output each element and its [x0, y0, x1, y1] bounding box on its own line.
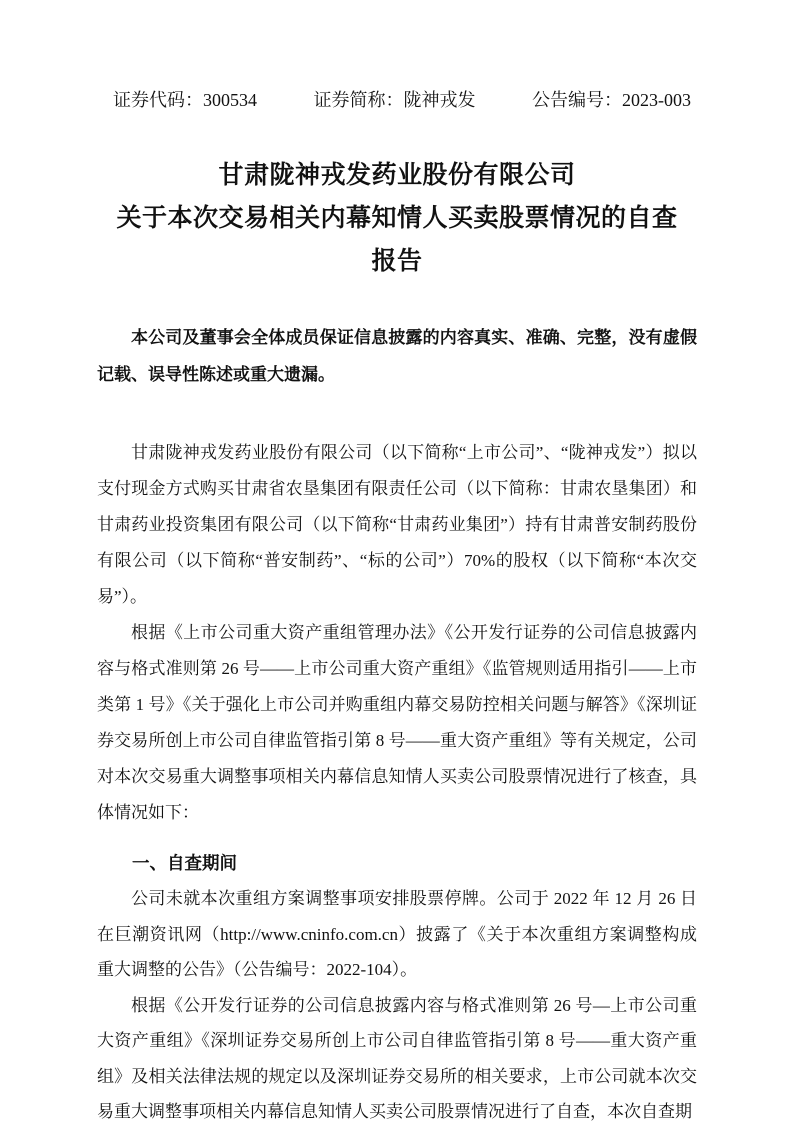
title-line-2: 关于本次交易相关内幕知情人买卖股票情况的自查 — [116, 205, 678, 232]
document-header — [113, 88, 691, 112]
title-line-3: 报告 — [371, 248, 423, 275]
intro-paragraph-2: 根据《上市公司重大资产重组管理办法》《公开发行证券的公司信息披露内容与格式准则第 26 号——上市公司重大资产重组》《监管规则适用指引——上市类第 1 号》《关于强化上市公司并购重组内幕交易防控相关问题与解答》《深圳证券交易所创上市公司自律监管指引第 8 号——重大资产重组》等有关规定，公司对本次交易重大调整事项相关内幕信息知情人买卖公司股票情况进行了核查，具体情况如下： — [97, 623, 697, 822]
section1-paragraph-2: 根据《公开发行证券的公司信息披露内容与格式准则第 26 号—上市公司重大资产重组》《深圳证券交易所创上市公司自律监管指引第 8 号——重大资产重组》及相关法律法规的规定以及深圳证券交易所的相关要求，上市公司就本次交易重大调整事项相关内幕信息知情人买卖公司股票情况进行了自查，本次自查期 — [97, 995, 697, 1121]
section1-body — [97, 881, 697, 1130]
section-heading-self-inspection-period: 一、自查期间 — [132, 853, 237, 873]
intro-section — [97, 435, 697, 831]
disclosure-statement: 本公司及董事会全体成员保证信息披露的内容真实、准确、完整，没有虚假记载、误导性陈述或重大遗漏。 — [97, 328, 697, 384]
stock-name: 证券简称：陇神戎发 — [313, 90, 476, 110]
intro-paragraph-1: 甘肃陇神戎发药业股份有限公司（以下简称“上市公司”、“陇神戎发”）拟以支付现金方式购买甘肃省农垦集团有限责任公司（以下简称：甘肃农垦集团）和甘肃药业投资集团有限公司（以下简称“甘肃药业集团”）持有甘肃普安制药股份有限公司（以下简称“普安制药”、“标的公司”）70%的股权（以下简称“本次交易”）。 — [97, 443, 697, 606]
announcement-number: 公告编号：2023-003 — [532, 90, 691, 110]
document-title — [97, 154, 697, 283]
section1-paragraph-1: 公司未就本次重组方案调整事项安排股票停牌。公司于 2022 年 12 月 26 日在巨潮资讯网（http://www.cninfo.com.cn）披露了《关于本次重组方案调整构成重大调整的公告》（公告编号：2022-104）。 — [97, 889, 697, 979]
title-line-1: 甘肃陇神戎发药业股份有限公司 — [218, 162, 576, 189]
stock-code: 证券代码：300534 — [113, 90, 257, 110]
